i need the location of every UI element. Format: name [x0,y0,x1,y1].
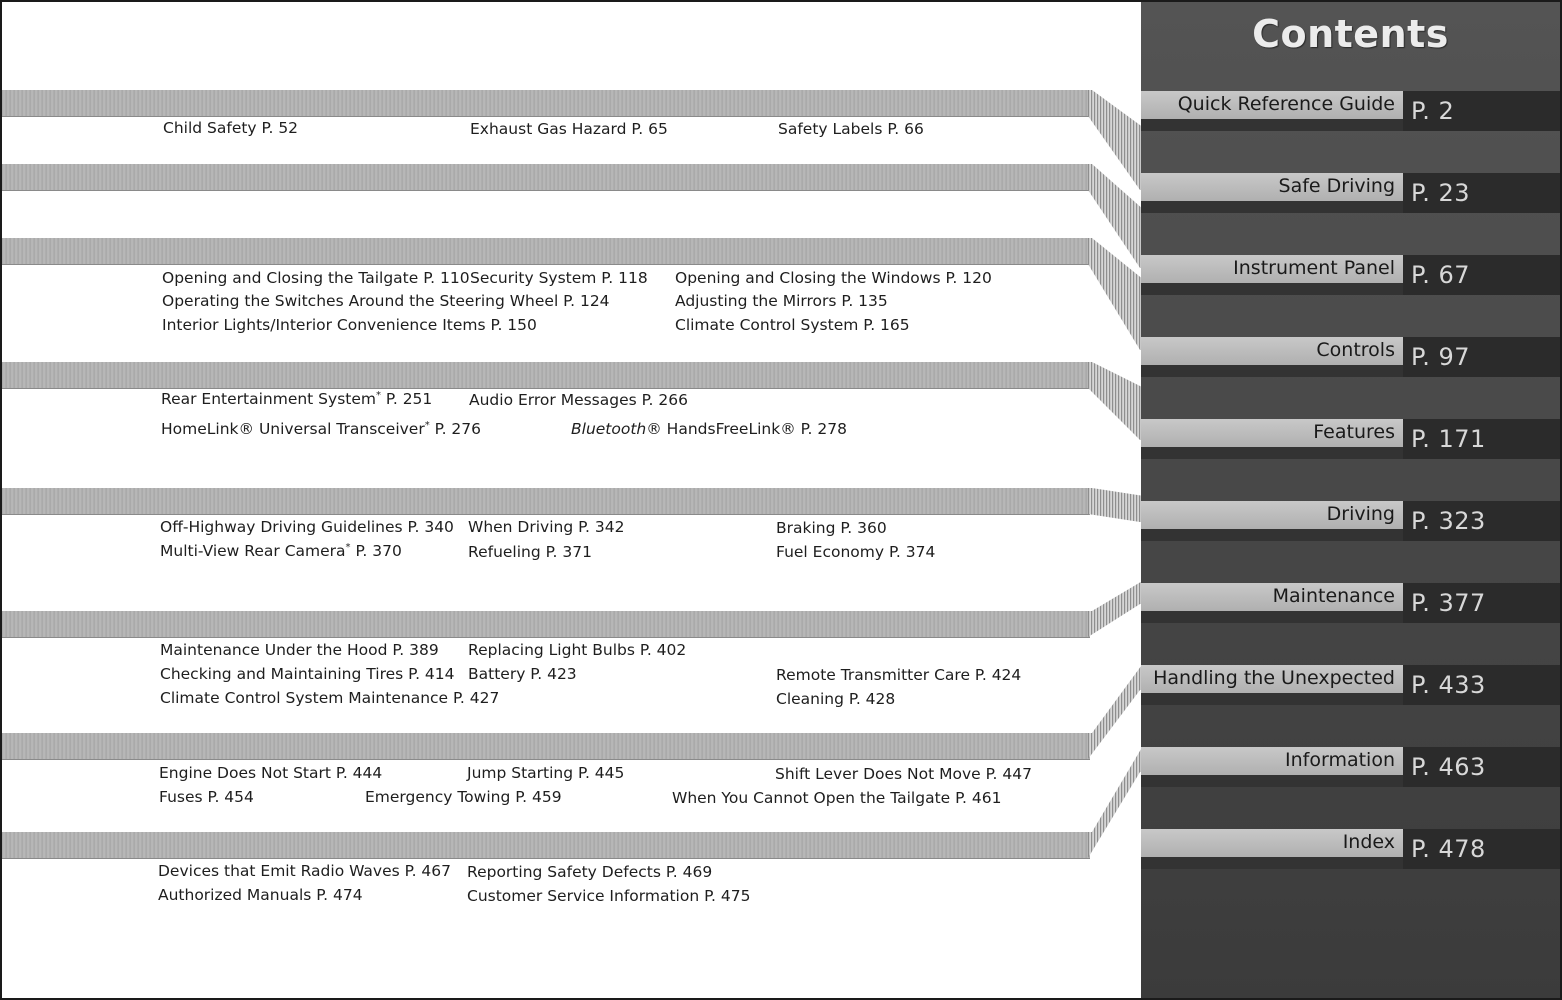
topic-cleaning[interactable]: Cleaning P. 428 [776,690,896,708]
tab-label: Features [1141,419,1403,447]
bar-quick-reference [2,90,1090,117]
tab-label: Driving [1141,501,1403,529]
tab-label: Safe Driving [1141,173,1403,201]
topic-engine-not-start[interactable]: Engine Does Not Start P. 444 [159,764,383,782]
bar-driving [2,611,1090,638]
topic-fuses[interactable]: Fuses P. 454 [159,788,254,806]
bar-safe-driving [2,164,1090,191]
topic-homelink[interactable] [161,419,481,439]
topic-rear-camera-name: Multi-View Rear Camera [160,542,346,560]
topic-homelink-name: HomeLink® Universal Transceiver [161,420,425,438]
topic-homelink-star: * [424,419,430,431]
tab-shadow [1141,611,1403,623]
topic-rear-camera-page: P. 370 [350,542,402,560]
tab-maintenance[interactable] [1141,583,1560,617]
topic-steering-switches[interactable]: Operating the Switches Around the Steering Wheel P. 124 [162,292,610,310]
topic-refueling[interactable]: Refueling P. 371 [468,543,592,561]
topic-battery[interactable]: Battery P. 423 [468,665,577,683]
tab-shadow [1141,283,1403,295]
tab-index[interactable] [1141,829,1560,863]
topic-mirrors[interactable]: Adjusting the Mirrors P. 135 [675,292,888,310]
topic-child-safety[interactable]: Child Safety P. 52 [163,119,299,137]
tab-shadow [1141,119,1403,131]
topic-tailgate-cannot-open[interactable]: When You Cannot Open the Tailgate P. 461 [672,789,1002,807]
tab-label: Index [1141,829,1403,857]
tab-shadow [1141,857,1403,869]
bar-features [2,488,1090,515]
topic-safety-labels[interactable]: Safety Labels P. 66 [778,120,924,138]
tab-safe-driving[interactable] [1141,173,1560,207]
topic-shift-lever[interactable]: Shift Lever Does Not Move P. 447 [775,765,1032,783]
tab-shadow [1141,775,1403,787]
tab-page: P. 2 [1403,91,1560,131]
topic-emergency-towing[interactable]: Emergency Towing P. 459 [365,788,562,806]
bar-connectors [1088,0,1144,1000]
topic-rear-entertainment-name: Rear Entertainment System [161,390,376,408]
topic-customer-service[interactable]: Customer Service Information P. 475 [467,887,751,905]
topic-climate-control[interactable]: Climate Control System P. 165 [675,316,910,334]
topic-light-bulbs[interactable]: Replacing Light Bulbs P. 402 [468,641,687,659]
topic-climate-maintenance[interactable]: Climate Control System Maintenance P. 427 [160,689,500,707]
topic-interior-lights[interactable]: Interior Lights/Interior Convenience Items P. 150 [162,316,537,334]
bar-handling [2,832,1090,859]
tab-page: P. 97 [1403,337,1560,377]
topic-rear-camera[interactable] [160,541,402,561]
topic-when-driving[interactable]: When Driving P. 342 [468,518,625,536]
tab-page: P. 171 [1403,419,1560,459]
tab-driving[interactable] [1141,501,1560,535]
tab-label: Handling the Unexpected [1141,665,1403,693]
tab-shadow [1141,693,1403,705]
page-title: Contents [1252,12,1449,56]
tab-page: P. 323 [1403,501,1560,541]
topic-bluetooth-handsfreelink[interactable] [571,419,847,439]
topic-under-hood[interactable]: Maintenance Under the Hood P. 389 [160,641,439,659]
topic-bluetooth-rest: ® HandsFreeLink® P. 278 [646,420,848,438]
topic-bluetooth-italic: Bluetooth [571,420,647,438]
tab-shadow [1141,529,1403,541]
tab-shadow [1141,365,1403,377]
topic-homelink-page: P. 276 [429,420,482,438]
topic-tailgate[interactable]: Opening and Closing the Tailgate P. 110 [162,269,470,287]
topic-remote-transmitter[interactable]: Remote Transmitter Care P. 424 [776,666,1022,684]
topic-radio-waves[interactable]: Devices that Emit Radio Waves P. 467 [158,862,452,880]
topic-security-system[interactable]: Security System P. 118 [470,269,648,287]
tab-label: Information [1141,747,1403,775]
topic-authorized-manuals[interactable]: Authorized Manuals P. 474 [158,886,363,904]
tab-page: P. 433 [1403,665,1560,705]
topic-audio-error-messages[interactable]: Audio Error Messages P. 266 [469,391,688,409]
bar-maintenance [2,733,1090,760]
tab-page: P. 23 [1403,173,1560,213]
topic-off-highway[interactable]: Off-Highway Driving Guidelines P. 340 [160,518,454,536]
topic-jump-starting[interactable]: Jump Starting P. 445 [467,764,625,782]
tab-label: Maintenance [1141,583,1403,611]
tab-page: P. 67 [1403,255,1560,295]
tab-label: Controls [1141,337,1403,365]
tab-controls[interactable] [1141,337,1560,371]
tab-label: Quick Reference Guide [1141,91,1403,119]
tab-page: P. 377 [1403,583,1560,623]
topic-braking[interactable]: Braking P. 360 [776,519,887,537]
bar-controls [2,362,1090,389]
topic-rear-entertainment[interactable] [161,389,432,409]
topic-windows[interactable]: Opening and Closing the Windows P. 120 [675,269,992,287]
tab-features[interactable] [1141,419,1560,453]
tab-information[interactable] [1141,747,1560,781]
tab-quick-reference-guide[interactable] [1141,91,1560,125]
tab-instrument-panel[interactable] [1141,255,1560,289]
tab-shadow [1141,447,1403,459]
tab-handling-the-unexpected[interactable] [1141,665,1560,699]
bar-instrument-panel [2,238,1090,265]
topic-rear-entertainment-star: * [375,389,381,401]
topic-rear-entertainment-page: P. 251 [380,390,433,408]
tab-shadow [1141,201,1403,213]
tab-label: Instrument Panel [1141,255,1403,283]
topic-exhaust-gas-hazard[interactable]: Exhaust Gas Hazard P. 65 [470,120,668,138]
tab-page: P. 478 [1403,829,1560,869]
topic-rear-camera-star: * [345,541,351,553]
topic-safety-defects[interactable]: Reporting Safety Defects P. 469 [467,863,713,881]
tab-page: P. 463 [1403,747,1560,787]
topic-tires[interactable]: Checking and Maintaining Tires P. 414 [160,665,455,683]
topic-fuel-economy[interactable]: Fuel Economy P. 374 [776,543,936,561]
